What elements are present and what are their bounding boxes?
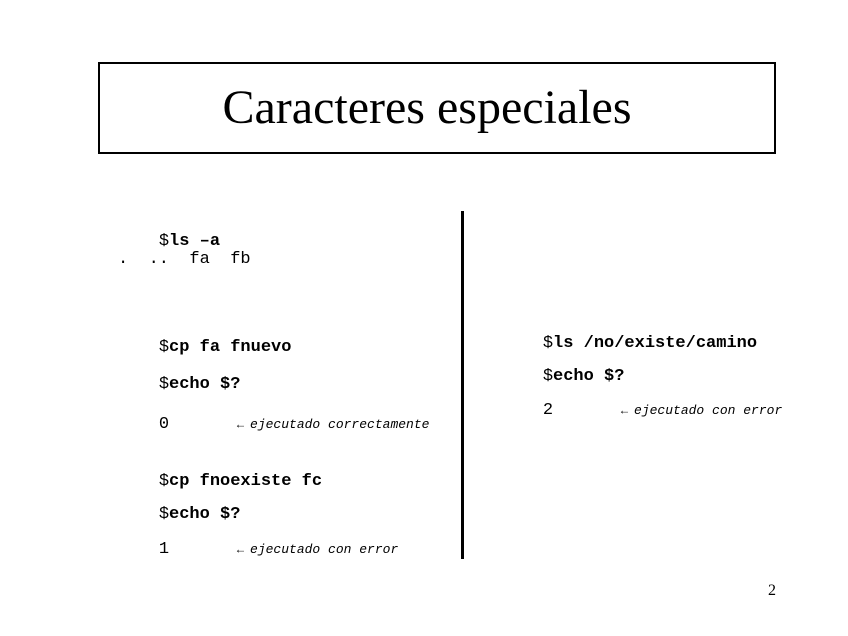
- prompt-symbol: $: [158, 375, 170, 394]
- command-text: ls /no/existe/camino: [553, 334, 758, 353]
- page-number: 2: [768, 582, 776, 599]
- left-arrow-icon: ←: [236, 418, 245, 432]
- prompt-symbol: $: [158, 338, 170, 357]
- left-arrow-icon: ←: [236, 543, 245, 557]
- exit-code: 2: [542, 401, 554, 420]
- status-note: [621, 403, 782, 418]
- page-title: Caracteres especiales: [222, 81, 632, 134]
- command-text: echo $?: [169, 375, 241, 394]
- status-note-text: ejecutado con error: [250, 542, 399, 557]
- prompt-symbol: $: [158, 232, 170, 251]
- prompt-symbol: $: [542, 367, 554, 386]
- command-text: cp fnoexiste fc: [169, 472, 323, 491]
- status-note: [237, 542, 398, 557]
- status-note-text: ejecutado con error: [634, 403, 783, 418]
- command-text: echo $?: [169, 505, 241, 524]
- status-note: [237, 417, 430, 432]
- command-text: echo $?: [553, 367, 625, 386]
- left-column: [118, 0, 448, 636]
- exit-code: 0: [158, 415, 170, 434]
- exit-status-line: [502, 385, 782, 436]
- column-divider: [461, 211, 464, 559]
- command-text: cp fa fnuevo: [169, 338, 292, 357]
- left-arrow-icon: ←: [620, 404, 629, 418]
- status-note-text: ejecutado correctamente: [250, 417, 430, 432]
- exit-status-line: [118, 524, 398, 575]
- exit-code: 1: [158, 540, 170, 559]
- prompt-symbol: $: [158, 472, 170, 491]
- command-text: ls –a: [169, 232, 221, 251]
- exit-status-line: [118, 399, 429, 450]
- prompt-symbol: $: [158, 505, 170, 524]
- prompt-symbol: $: [542, 334, 554, 353]
- command-output: . .. fa fb: [118, 250, 251, 269]
- right-column: [502, 0, 802, 636]
